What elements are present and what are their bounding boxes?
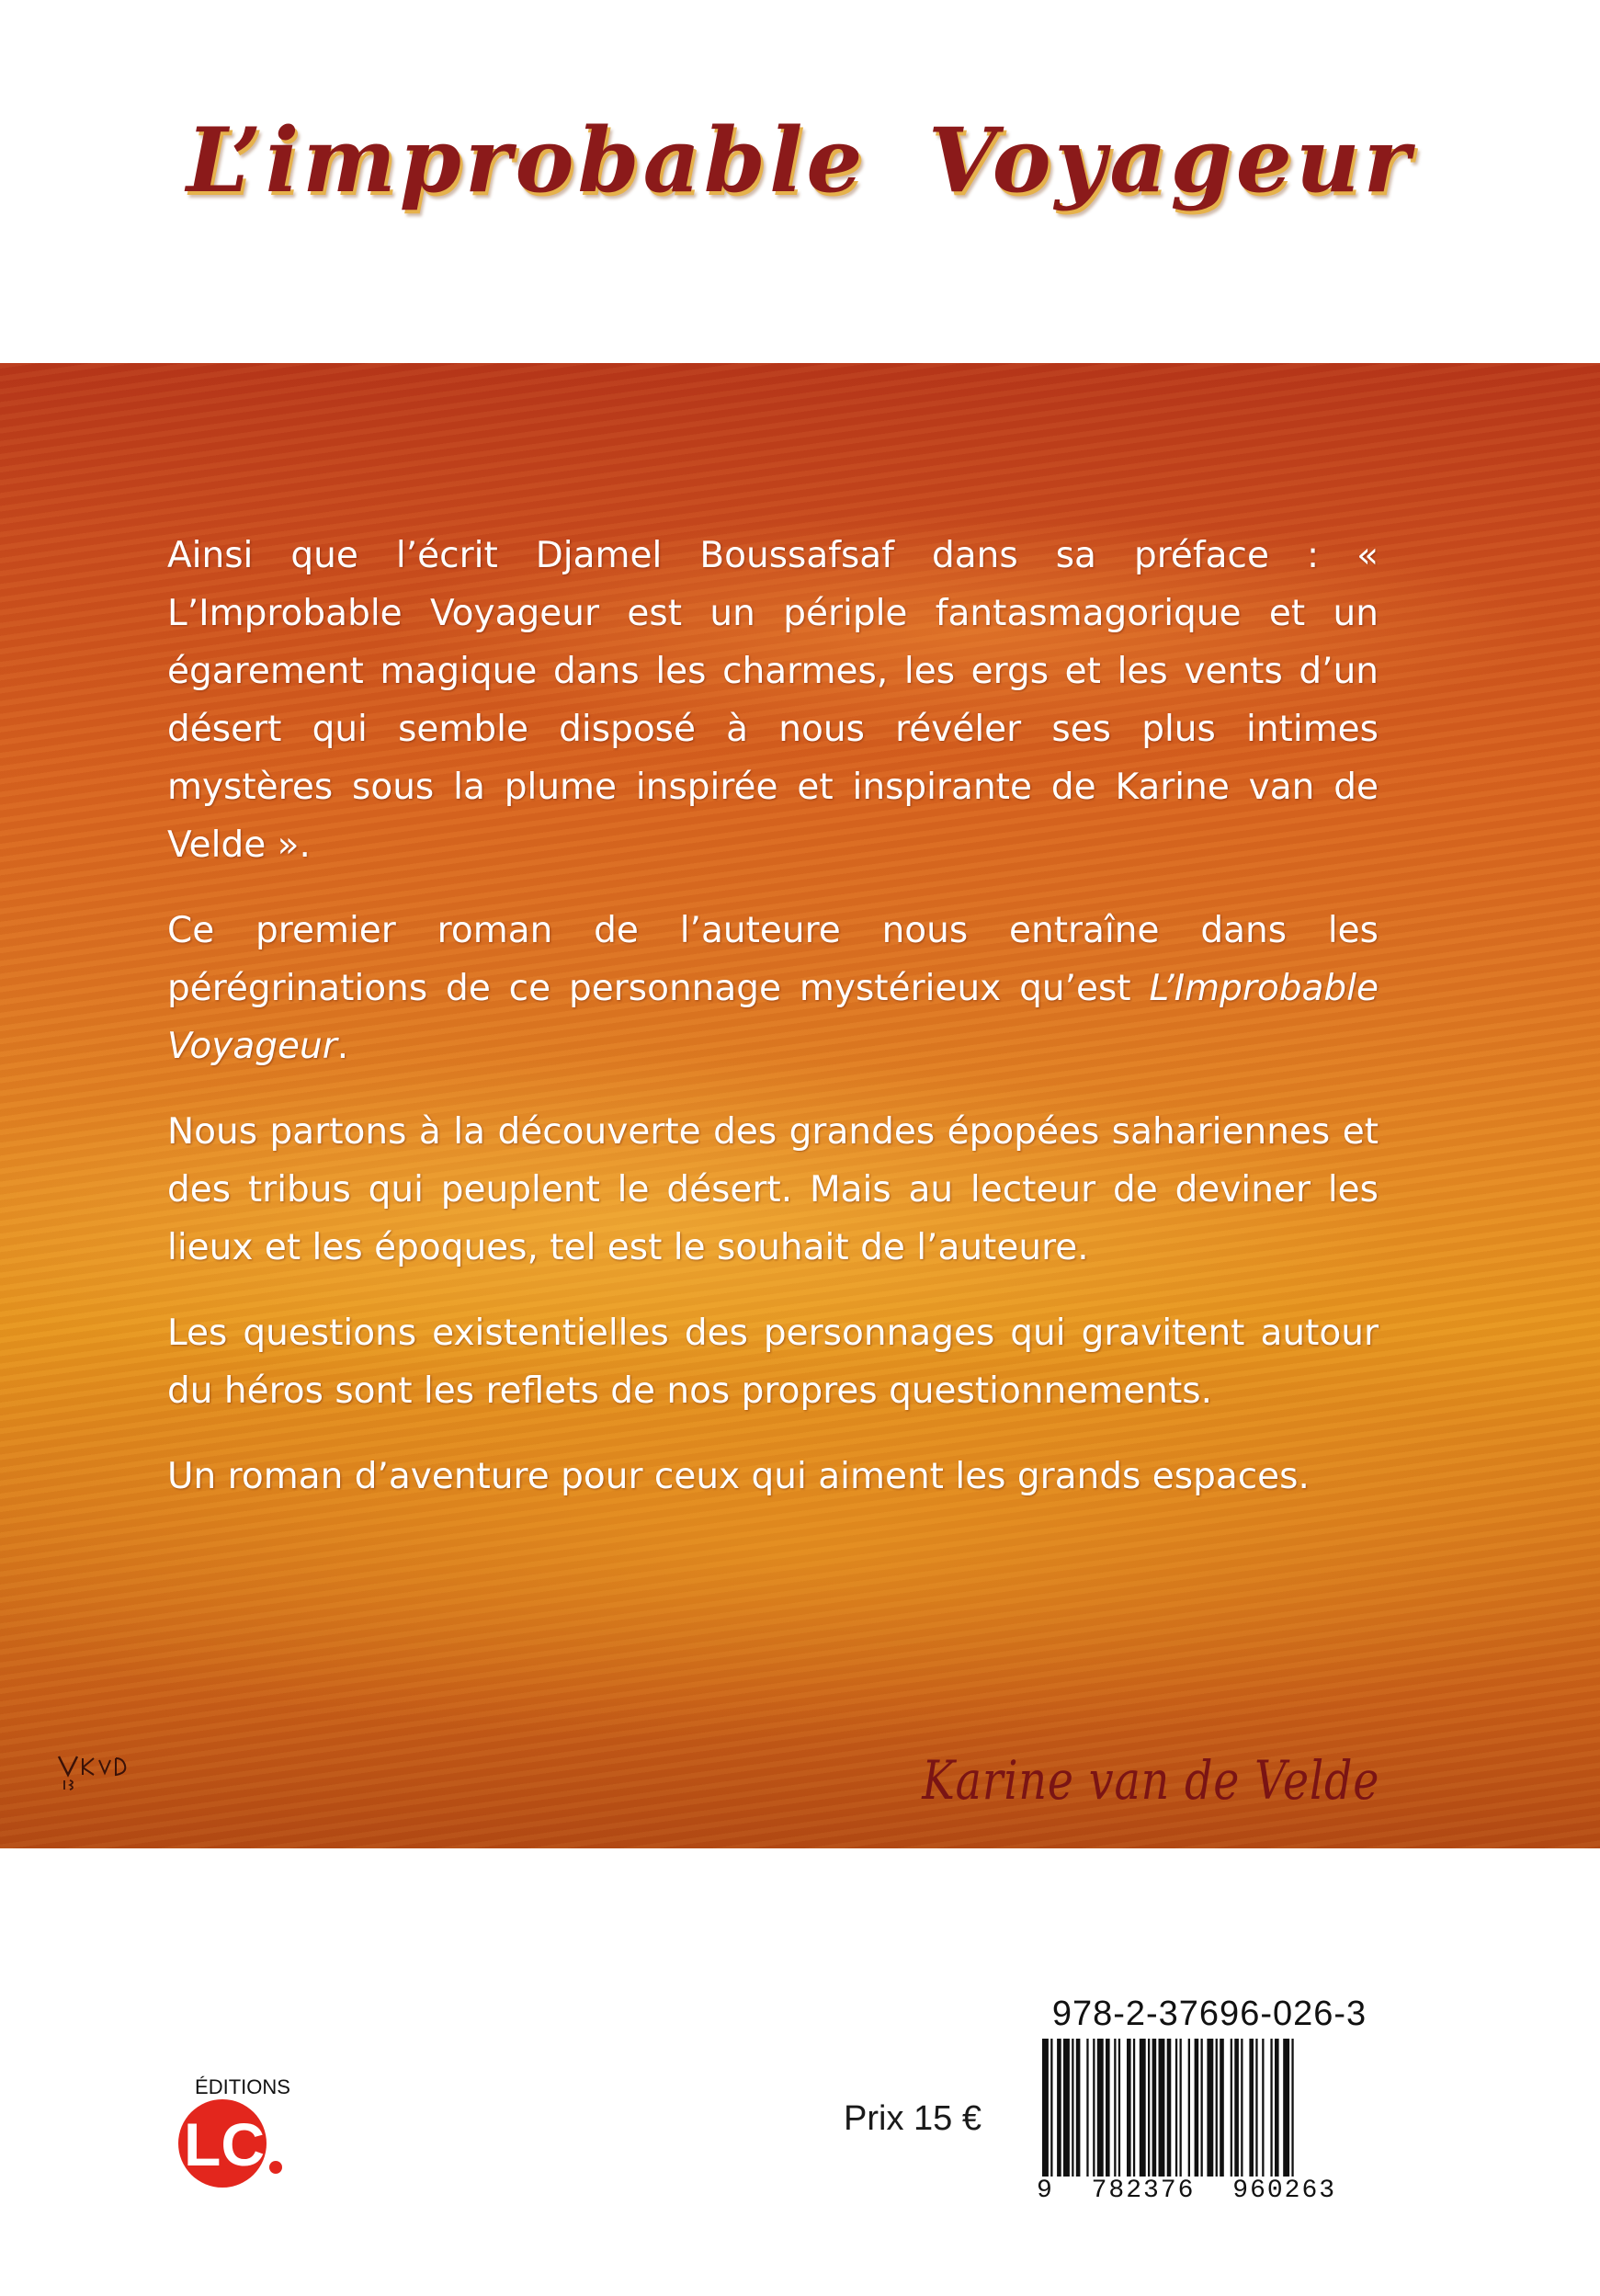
- barcode-bar: [1275, 2039, 1279, 2177]
- barcode-bar: [1262, 2039, 1264, 2177]
- barcode-bar: [1140, 2039, 1146, 2177]
- barcode-bar: [1180, 2039, 1182, 2177]
- barcode-bar: [1057, 2039, 1061, 2177]
- blurb-paragraph-2-text: Ce premier roman de l’auteure nous entraîne dans les pérégrinations de ce personnage mystérieux qu’est: [167, 910, 1379, 1009]
- barcode-bar: [1188, 2039, 1190, 2177]
- barcode-bar: [1063, 2039, 1070, 2177]
- blurb-paragraph-1: Ainsi que l’écrit Djamel Boussafsaf dans sa préface : « L’Improbable Voyageur est un périple fantasmagorique et un égarement magique dans les charmes, les ergs et les vents d’un désert qui semble disposé à nous révéler ses plus intimes mystères sous la plume inspirée et inspirante de Karine van de Velde ».: [167, 535, 1379, 866]
- barcode-bar: [1283, 2039, 1289, 2177]
- barcode-bar: [1167, 2039, 1172, 2177]
- barcode-bar: [1050, 2039, 1052, 2177]
- blurb-paragraph-2: [167, 902, 1379, 1075]
- barcode-bar: [1255, 2039, 1257, 2177]
- desert-painting-panel: [0, 363, 1600, 1848]
- publisher-logo-label: ÉDITIONS: [195, 2075, 290, 2098]
- barcode-bar: [1249, 2039, 1254, 2177]
- blurb-paragraph-2-end: .: [336, 1026, 349, 1067]
- editions-lc-logo: [165, 2066, 312, 2195]
- barcode-bar: [1207, 2039, 1213, 2177]
- author-signature: Karine van de Velde: [922, 1749, 1379, 1812]
- barcode-bar: [1175, 2039, 1177, 2177]
- isbn-number: 978-2-37696-026-3: [1051, 1995, 1367, 2033]
- barcode-bar: [1159, 2039, 1165, 2177]
- blurb-paragraph-5: Un roman d’aventure pour ceux qui aiment les grands espaces.: [167, 1456, 1310, 1497]
- barcode-bar: [1152, 2039, 1157, 2177]
- barcode-bar: [1086, 2039, 1088, 2177]
- barcode-bar: [1216, 2039, 1218, 2177]
- barcode-bar: [1072, 2039, 1073, 2177]
- barcode-bar: [1231, 2039, 1232, 2177]
- barcode-bar: [1076, 2039, 1081, 2177]
- barcode-bar: [1106, 2039, 1110, 2177]
- blurb-book-title-italic: L’Improbable Voyageur: [167, 968, 1379, 1067]
- publisher-logo-mark: LC: [184, 2110, 265, 2178]
- barcode-bar: [1220, 2039, 1224, 2177]
- barcode-bar: [1093, 2039, 1095, 2177]
- barcode-bar: [1133, 2039, 1135, 2177]
- blurb-paragraph-3: Nous partons à la découverte des grandes épopées sahariennes et des tribus qui peuplent le désert. Mais au lecteur de deviner les lieux et les époques, tel est le souhait de l’auteure.: [167, 1111, 1379, 1268]
- blurb-paragraph-4: Les questions existentielles des personnages qui gravitent autour du héros sont les reflets de nos propres questionnements.: [167, 1313, 1379, 1412]
- isbn-barcode: [1037, 2039, 1386, 2177]
- barcode-digits: [1037, 2177, 1386, 2205]
- barcode-bar: [1241, 2039, 1243, 2177]
- barcode-digits-right: 960263: [1232, 2177, 1337, 2205]
- book-title: L’improbable Voyageur: [186, 108, 1414, 212]
- barcode-digits-left: 782376: [1091, 2177, 1196, 2205]
- price-label: Prix 15 €: [844, 2099, 982, 2138]
- barcode-bar: [1195, 2039, 1199, 2177]
- barcode-bar: [1270, 2039, 1272, 2177]
- barcode-bar: [1097, 2039, 1104, 2177]
- barcode-digit-first: 9: [1037, 2177, 1054, 2205]
- barcode-bar: [1118, 2039, 1120, 2177]
- barcode-bar: [1291, 2039, 1293, 2177]
- barcode-bar: [1201, 2039, 1203, 2177]
- painter-monogram: [55, 1751, 138, 1791]
- barcode-bar: [1114, 2039, 1116, 2177]
- barcode-bar: [1042, 2039, 1049, 2177]
- barcode-bar: [1148, 2039, 1150, 2177]
- barcode-bar: [1127, 2039, 1131, 2177]
- barcode-bar: [1234, 2039, 1239, 2177]
- back-cover-blurb: [167, 527, 1379, 1533]
